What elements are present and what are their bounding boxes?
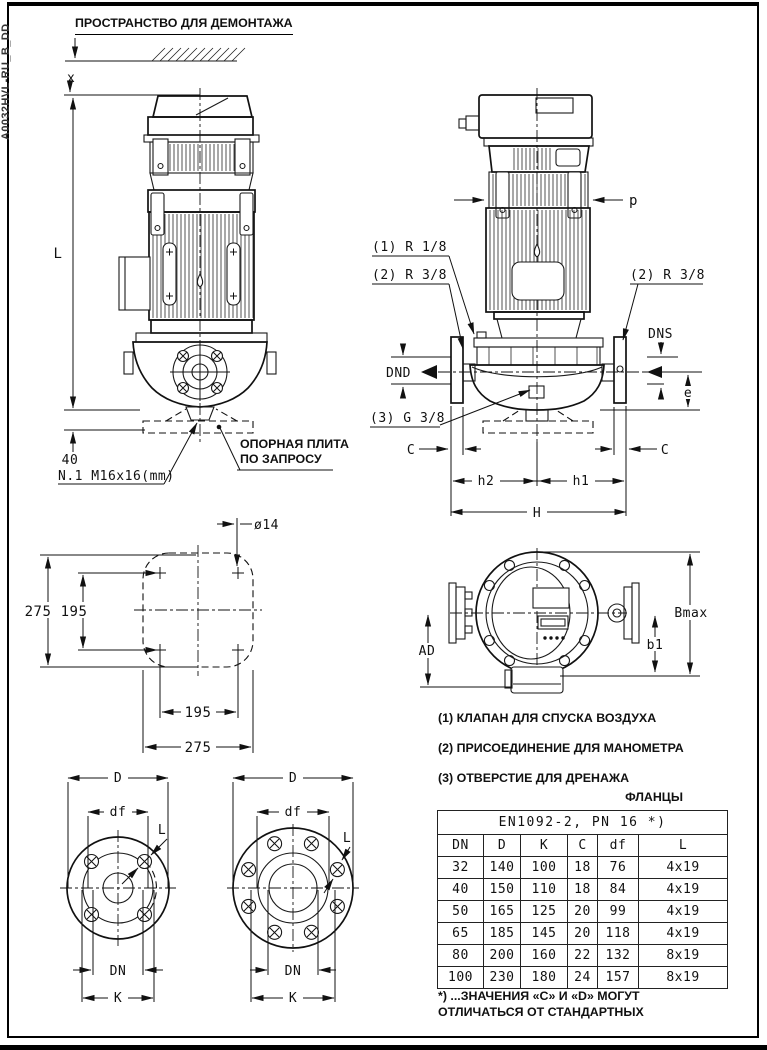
dim-label-hole-dia: ø14 [254,518,279,533]
callout-2-right-gauge: (2) R 3/8 [630,268,705,283]
table-cell: 110 [521,879,568,901]
table-cell: 100 [521,857,568,879]
flange-face-8-hole [227,771,359,1006]
dim-label-dn-right: DN [284,964,302,979]
table-title-cell: EN1092-2, PN 16 *) [438,811,728,835]
table-row [438,923,728,945]
dim-label-df-left: df [109,805,127,820]
flange-table-caption: ФЛАНЦЫ [625,790,683,804]
anchor-bolt-note: N.1 M16x16(mm) [58,469,175,484]
table-cell: 140 [484,857,521,879]
side-view-dimensions [370,193,705,521]
table-cell: 18 [568,857,598,879]
table-cell: 65 [438,923,484,945]
dim-label-k-left: K [113,991,123,1006]
dim-label-d-right: D [288,771,298,786]
foundation-plan [23,518,279,756]
dim-label-40: 40 [61,453,79,468]
table-cell: 76 [598,857,639,879]
table-header-cell: DN [438,835,484,857]
dim-label-c-left: C [406,443,416,458]
table-cell: 157 [598,967,639,989]
dim-label-h1: h1 [572,474,590,489]
table-cell: 50 [438,901,484,923]
dim-label-l-left: L [157,823,167,838]
table-cell: 145 [521,923,568,945]
table-header-cell: D [484,835,521,857]
table-footnote [438,989,644,1020]
dim-label-v195: 195 [60,604,88,620]
table-row [438,901,728,923]
callout-2-left-gauge: (2) R 3/8 [372,268,447,283]
table-cell: 20 [568,901,598,923]
table-header-cell: L [639,835,728,857]
table-row [438,879,728,901]
dismantle-space-title: ПРОСТРАНСТВО ДЛЯ ДЕМОНТАЖА [75,16,293,35]
label-dns: DNS [648,327,673,342]
legend-item-air-vent: (1) КЛАПАН ДЛЯ СПУСКА ВОЗДУХА [438,711,657,725]
table-cell: 18 [568,879,598,901]
sheet-bottom-edge [0,1045,767,1050]
dim-label-b1: b1 [646,638,664,653]
dim-label-df-right: df [284,805,302,820]
table-cell: 32 [438,857,484,879]
table-cell: 20 [568,923,598,945]
table-cell: 99 [598,901,639,923]
dim-label-x: x [67,71,76,86]
dim-label-h275: 275 [184,740,212,756]
support-plate-note-line1: ОПОРНАЯ ПЛИТА [240,437,349,451]
callout-3-drain: (3) G 3/8 [370,411,445,426]
table-row [438,857,728,879]
table-cell: 125 [521,901,568,923]
dim-label-k-right: K [288,991,298,1006]
dim-label-h195: 195 [184,705,212,721]
table-cell: 80 [438,945,484,967]
pump-side-view [438,88,702,442]
table-cell: 4x19 [639,923,728,945]
table-cell: 118 [598,923,639,945]
table-cell: 40 [438,879,484,901]
dim-label-h2: h2 [477,474,495,489]
dim-label-e: e [683,386,693,401]
legend-item-drain: (3) ОТВЕРСТИЕ ДЛЯ ДРЕНАЖА [438,771,630,785]
table-title-row [438,811,728,835]
dim-label-l-right: L [342,831,352,846]
table-cell: 100 [438,967,484,989]
table-header-cell: df [598,835,639,857]
table-cell: 84 [598,879,639,901]
anchor-holes [154,567,244,656]
table-cell: 4x19 [639,857,728,879]
dim-label-L: L [53,246,63,262]
dim-label-ad: AD [418,644,436,659]
pump-front-view [119,88,276,442]
table-header-row [438,835,728,857]
table-cell: 150 [484,879,521,901]
dismantle-space-graphics [64,38,245,95]
dim-label-H: H [532,506,542,521]
legend-item-gauge: (2) ПРИСОЕДИНЕНИЕ ДЛЯ МАНОМЕТРА [438,741,684,755]
flange-table [437,810,728,989]
table-cell: 200 [484,945,521,967]
dim-label-dn-left: DN [109,964,127,979]
dim-label-p: p [629,193,638,209]
table-header-cell: K [521,835,568,857]
table-footnote-line1: *) ...ЗНАЧЕНИЯ «C» И «D» МОГУТ [438,989,640,1003]
support-plate-note-line2: ПО ЗАПРОСУ [240,452,322,466]
table-row [438,945,728,967]
table-cell: 230 [484,967,521,989]
pump-top-plan [413,548,714,693]
flow-arrow-dnd [421,365,437,379]
table-cell: 8x19 [639,945,728,967]
table-cell: 4x19 [639,879,728,901]
table-cell: 132 [598,945,639,967]
label-dnd: DND [386,366,411,381]
table-footnote-line2: ОТЛИЧАТЬСЯ ОТ СТАНДАРТНЫХ [438,1004,644,1019]
table-row [438,967,728,989]
table-cell: 22 [568,945,598,967]
document-code: A0032HVL-RU_B_DD [0,23,12,140]
dim-label-bmax: Bmax [674,606,708,621]
support-plate-note [240,437,349,467]
table-cell: 165 [484,901,521,923]
table-cell: 180 [521,967,568,989]
dim-label-d-left: D [113,771,123,786]
table-cell: 4x19 [639,901,728,923]
table-cell: 24 [568,967,598,989]
table-cell: 160 [521,945,568,967]
dim-label-c-right: C [660,443,670,458]
table-cell: 185 [484,923,521,945]
dim-label-v275: 275 [24,604,52,620]
table-cell: 8x19 [639,967,728,989]
callout-1-air-vent: (1) R 1/8 [372,240,447,255]
table-header-cell: C [568,835,598,857]
flange-face-4-hole [60,771,176,1006]
